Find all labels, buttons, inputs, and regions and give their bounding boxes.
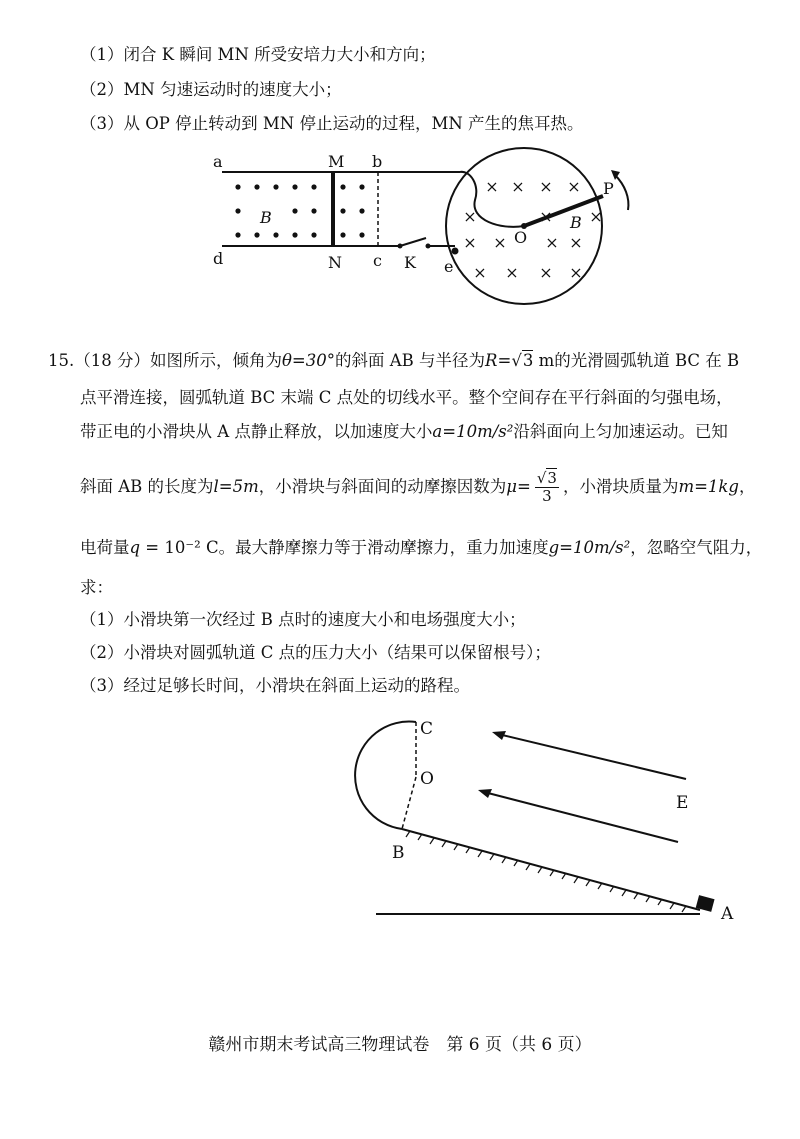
svg-text:×: × bbox=[463, 233, 477, 252]
svg-text:×: × bbox=[545, 233, 559, 252]
accel-value: a=10m/s² bbox=[432, 422, 514, 441]
svg-text:×: × bbox=[539, 177, 553, 196]
svg-text:×: × bbox=[505, 263, 519, 282]
label-k: K bbox=[404, 253, 416, 272]
q15-figure bbox=[0, 710, 800, 940]
svg-text:×: × bbox=[485, 177, 499, 196]
svg-text:×: × bbox=[569, 263, 583, 282]
q15-line3: 带正电的小滑块从 A 点静止释放，以加速度大小a=10m/s²沿斜面向上匀加速运动。已知 bbox=[80, 422, 728, 441]
contact-e bbox=[452, 248, 459, 255]
theta-value: θ=30° bbox=[282, 351, 336, 370]
mu-fraction: $\frac{√3}{3}$ bbox=[536, 469, 557, 505]
label-b: B bbox=[392, 843, 405, 863]
label-b-left: B bbox=[260, 208, 272, 227]
field-arrow-2 bbox=[484, 792, 678, 842]
svg-text:×: × bbox=[569, 233, 583, 252]
svg-text:×: × bbox=[539, 263, 553, 282]
q15-line5: 电荷量q = 10⁻² C。最大静摩擦力等于滑动摩擦力，重力加速度g=10m/s²，忽略空气阻力， bbox=[80, 538, 763, 557]
label-a: A bbox=[721, 904, 734, 924]
svg-text:×: × bbox=[567, 177, 581, 196]
field-arrow-1 bbox=[498, 734, 686, 779]
field-dots-out bbox=[235, 184, 364, 237]
label-e: e bbox=[444, 257, 454, 276]
label-c: C bbox=[420, 719, 434, 739]
q15-line1: 15.（18 分）如图所示，倾角为θ=30°的斜面 AB 与半径为R=√3 m的光滑圆弧轨道 BC 在 B bbox=[48, 351, 740, 370]
radius-ob bbox=[402, 777, 416, 829]
label-o: O bbox=[514, 228, 528, 247]
label-c: c bbox=[373, 251, 382, 270]
page-footer: 赣州市期末考试高三物理试卷 第 6 页（共 6 页） bbox=[208, 1035, 592, 1055]
label-p: P bbox=[603, 179, 614, 198]
q15-line6: 求： bbox=[80, 578, 113, 597]
label-b-right: B bbox=[570, 213, 582, 232]
q15-number: 15. bbox=[48, 351, 75, 370]
q15-sub3: （3）经过足够长时间，小滑块在斜面上运动的路程。 bbox=[80, 676, 470, 695]
switch-k bbox=[400, 238, 426, 246]
q14-sub3: （3）从 OP 停止转动到 MN 停止运动的过程，MN 产生的焦耳热。 bbox=[80, 114, 584, 133]
label-m: M bbox=[328, 152, 345, 171]
q14-figure bbox=[0, 140, 800, 320]
q14-sub1: （1）闭合 K 瞬间 MN 所受安培力大小和方向； bbox=[80, 45, 436, 64]
label-a: a bbox=[213, 152, 223, 171]
svg-text:×: × bbox=[473, 263, 487, 282]
rotation-arrow-arc bbox=[615, 175, 628, 210]
svg-text:×: × bbox=[539, 207, 553, 226]
svg-text:×: × bbox=[511, 177, 525, 196]
label-d: d bbox=[213, 249, 224, 268]
svg-text:×: × bbox=[493, 233, 507, 252]
incline-hatching bbox=[406, 831, 686, 912]
q15-line4: 斜面 AB 的长度为l=5m，小滑块与斜面间的动摩擦因数为μ= $\frac{√3}{3}$ ，小滑块质量为m=1kg， bbox=[80, 469, 756, 505]
svg-text:×: × bbox=[463, 207, 477, 226]
label-e: E bbox=[676, 793, 689, 813]
label-o: O bbox=[420, 769, 434, 789]
q15-line2: 点平滑连接，圆弧轨道 BC 末端 C 点处的切线水平。整个空间存在平行斜面的匀强电场， bbox=[80, 388, 733, 407]
label-b: b bbox=[372, 152, 383, 171]
q15-sub2: （2）小滑块对圆弧轨道 C 点的压力大小（结果可以保留根号）； bbox=[80, 643, 551, 662]
q15-sub1: （1）小滑块第一次经过 B 点时的速度大小和电场强度大小； bbox=[80, 610, 526, 629]
label-n: N bbox=[328, 253, 342, 272]
incline-ab bbox=[402, 829, 700, 910]
q14-sub2: （2）MN 匀速运动时的速度大小； bbox=[80, 80, 342, 99]
field-crosses-in bbox=[463, 177, 602, 282]
svg-text:×: × bbox=[589, 207, 603, 226]
